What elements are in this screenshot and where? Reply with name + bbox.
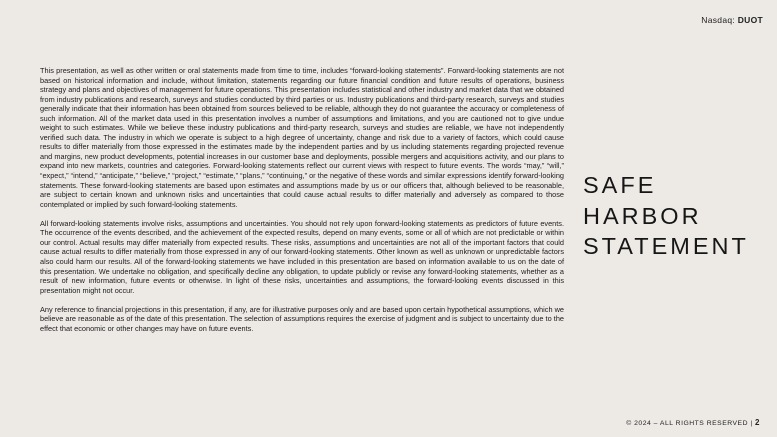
exchange-label: Nasdaq: [701,15,736,25]
ticker-symbol: DUOT [737,15,763,25]
page-number: 2 [755,418,760,427]
paragraph-projections: Any reference to financial projections in this presentation, if any, are for illustrative purposes only and are based upon certain hypothetical assumptions, which we believe are reasonable as of the date of this presentation. The selection of assumptions requires the exercise of judgment and is subject to uncertainty due to the effect that economic or other changes may have on future events. [40,304,564,333]
paragraph-forward-looking: This presentation, as well as other written or oral statements made from time to time, includes “forward-looking statements”. Forward-looking statements are not based on historical information and include, without limitation, statements regarding our future financial condition and future results of operations, business strategy and plans and objectives of management for future operations. This presentation includes statistical and other industry and market data that we obtained from industry publications and research, surveys and studies conducted by third parties or us. Industry publications and third-party research, surveys and studies generally indicate that their information has been obtained from sources believed to be reliable, although they do not guarantee the accuracy or completeness of such information. All of the market data used in this presentation involves a number of assumptions and limitations, and you are cautioned not to give undue weight to such estimates. While we believe these industry publications and third-party research, surveys and studies are reliable, we have not independently verified such data. The industry in which we operate is subject to a high degree of uncertainty, change and risk due to a variety of factors, which could cause results to differ materially from those expressed in the estimates made by the independent parties and by us including statements regarding projected revenue and margins, new product developments, potential increases in our customer base and deployments, possible mergers and acquisitions activity, and our plans to expand into new markets, countries and categories. Forward-looking statements reflect our current views with respect to future events. The words “may,” “will,” “expect,” “intend,” “anticipate,” “believe,” “project,” “estimate,” “plans,” “continuing,” or the negative of these words and similar expressions identify forward-looking statements. These forward-looking statements are based upon estimates and assumptions made by us or our officers that, although believed to be reasonable, are subject to certain known and unknown risks and uncertainties that could cause actual results to differ materially and adversely as compared to those contemplated or implied by such forward-looking statements. [40,66,564,209]
title-line-2: HARBOR [583,202,702,229]
footer [626,418,760,427]
copyright-text: © 2024 – ALL RIGHTS RESERVED | [626,420,753,427]
disclaimer-body [40,66,564,343]
paragraph-risks: All forward-looking statements involve risks, assumptions and uncertainties. You should not rely upon forward-looking statements as predictors of future events. The occurrence of the events described, and the achievement of the expected results, depend on many events, some or all of which are not predictable or within our control. Actual results may differ materially from expected results. These risks, assumptions and uncertainties are not all of the important factors that could cause actual results to differ materially from those expressed in any of our forward-looking statements. Other known as well as unknown or unpredictable factors also could harm our results. All of the forward-looking statements we have included in this presentation are based on information available to us on the date of this presentation. We undertake no obligation, and specifically decline any obligation, to update publicly or revise any forward-looking statements, whether as a result of new information, future events or otherwise. In light of these risks, uncertainties and assumptions, the forward-looking events discussed in this presentation might not occur. [40,218,564,295]
title-line-3: STATEMENT [583,233,749,259]
ticker-label [701,15,763,25]
title-line-1: SAFE [583,172,657,198]
page-title [583,170,749,262]
